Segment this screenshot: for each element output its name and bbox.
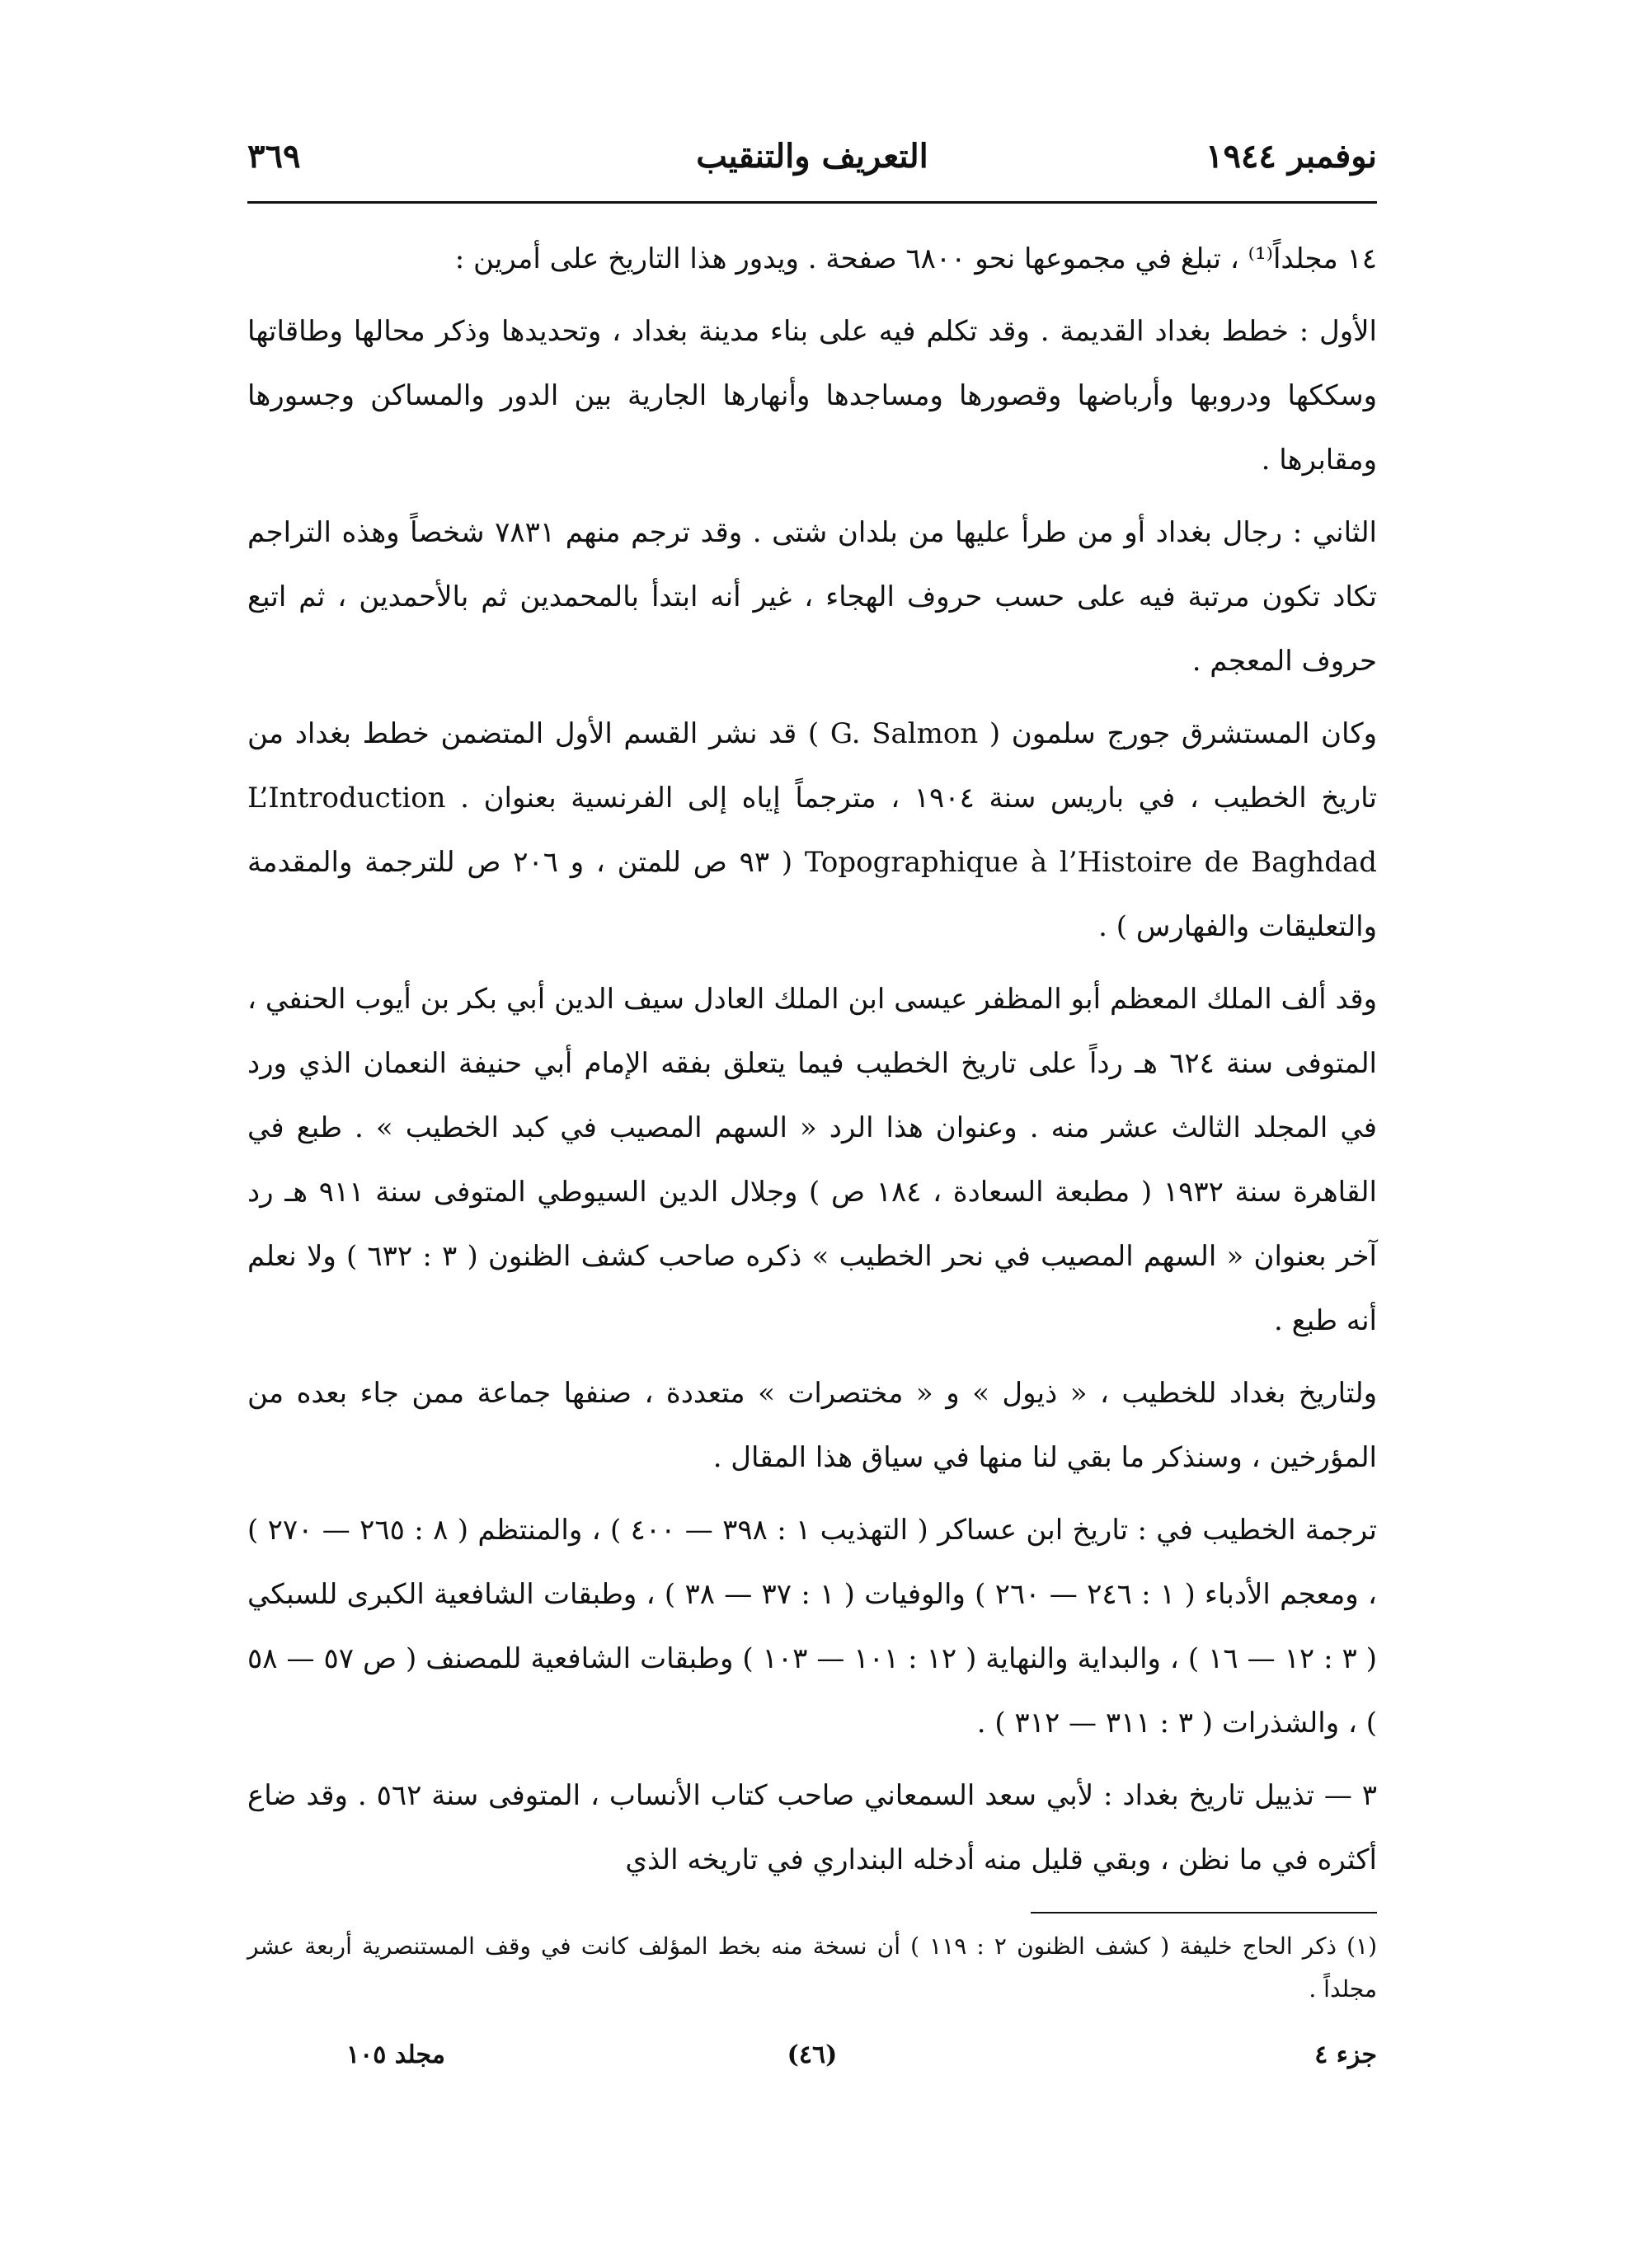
printer-signature [247, 2031, 1377, 2080]
paragraph-samani-supplement: ٣ — تذييل تاريخ بغداد : لأبي سعد السمعاني صاحب كتاب الأنساب ، المتوفى سنة ٥٦٢ . وقد ضاع أكثره في ما نظن ، وبقي قليل منه أدخله البنداري في تاريخه الذي [247, 1779, 1378, 1876]
signature-part: جزء ٤ [1314, 2040, 1377, 2069]
paragraph-supplements: ولتاريخ بغداد للخطيب ، « ذيول » و « مختصرات » متعددة ، صنفها جماعة ممن جاء بعده من المؤرخين ، وسنذكر ما بقي لنا منها في سياق هذا المقال . [247, 1377, 1377, 1474]
body-text [247, 227, 1377, 1892]
paragraph-first-topic: الأول : خطط بغداد القديمة . وقد تكلم فيه على بناء مدينة بغداد ، وتحديدها وذكر محالها وطاقاتها وسككها ودروبها وأرباضها وقصورها ومساجدها وأنهارها الجارية بين الدور والمساكن وجسورها ومقابرها . [247, 315, 1377, 477]
paragraph-second-topic: الثاني : رجال بغداد أو من طرأ عليها من بلدان شتى . وقد ترجم منهم ٧٨٣١ شخصاً وهذه التراجم تكاد تكون مرتبة فيه على حسب حروف الهجاء ، غير أنه ابتدأ بالمحمدين ثم بالأحمدين ، ثم اتبع حروف المعجم . [247, 516, 1377, 678]
header-rule [247, 201, 1377, 204]
footnote-rule [1031, 1912, 1377, 1913]
document-page [247, 124, 1377, 2168]
header-title: التعريف والتنقيب [696, 137, 928, 176]
footnote: (١) ذكر الحاج خليفة ( كشف الظنون ٢ : ١١٩ ) أن نسخة منه بخط المؤلف كانت في وقف المستنصرية أربعة عشر مجلداً . [247, 1932, 1378, 2003]
paragraph-salmon-translation: وكان المستشرق جورج سلمون ( G. Salmon ) قد نشر القسم الأول المتضمن خطط بغداد من تاريخ الخطيب ، في باريس سنة ١٩٠٤ ، مترجماً إياه إلى الفرنسية بعنوان . L’Introduction Topographique à l’Histoire de Baghdad ( ٩٣ ص للمتن ، و ٢٠٦ ص للترجمة والمقدمة والتعليقات والفهارس ) . [247, 717, 1378, 943]
paragraph-biography-sources: ترجمة الخطيب في : تاريخ ابن عساكر ( التهذيب ١ : ٣٩٨ — ٤٠٠ ) ، والمنتظم ( ٨ : ٢٦٥ — ٢٧٠ ) ، ومعجم الأدباء ( ١ : ٢٤٦ — ٢٦٠ ) والوفيات ( ١ : ٣٧ — ٣٨ ) ، وطبقات الشافعية الكبرى للسبكي ( ٣ : ١٢ — ١٦ ) ، والبداية والنهاية ( ١٢ : ١٠١ — ١٠٣ ) وطبقات الشافعية للمصنف ( ص ٥٧ — ٥٨ ) ، والشذرات ( ٣ : ٣١١ — ٣١٢ ) . [247, 1514, 1378, 1740]
paragraph-volumes: ١٤ مجلداً⁽¹⁾ ، تبلغ في مجموعها نحو ٦٨٠٠ صفحة . ويدور هذا التاريخ على أمرين : [454, 242, 1377, 275]
signature-volume: مجلد ١٠٥ [346, 2040, 445, 2069]
header-date: نوفمبر ١٩٤٤ [1205, 137, 1377, 176]
running-head [247, 124, 1377, 190]
paragraph-refutations: وقد ألف الملك المعظم أبو المظفر عيسى ابن الملك العادل سيف الدين أبي بكر بن أيوب الحنفي ، المتوفى سنة ٦٢٤ هـ رداً على تاريخ الخطيب فيما يتعلق بفقه الإمام أبي حنيفة النعمان الذي ورد في المجلد الثالث عشر منه . وعنوان هذا الرد « السهم المصيب في كبد الخطيب » . طبع في القاهرة سنة ١٩٣٢ ( مطبعة السعادة ، ١٨٤ ص ) وجلال الدين السيوطي المتوفى سنة ٩١١ هـ رد آخر بعنوان « السهم المصيب في نحر الخطيب » ذكره صاحب كشف الظنون ( ٣ : ٦٣٢ ) ولا نعلم أنه طبع . [247, 983, 1377, 1337]
signature-sheet: (٤٦) [787, 2040, 838, 2069]
page-number: ٣٦٩ [247, 137, 301, 176]
